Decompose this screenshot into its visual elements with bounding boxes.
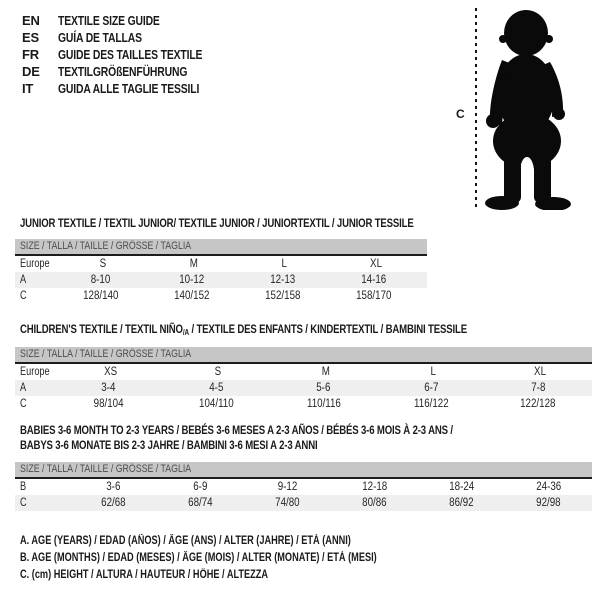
row-label: Europe [20, 258, 50, 270]
size-value: XL [369, 258, 382, 270]
height-measure-label: C [456, 107, 465, 121]
language-list [22, 12, 238, 97]
junior-size-table [15, 239, 427, 304]
table-row-height [15, 495, 592, 511]
language-label: TEXTILGRÖßENFÜHRUNG [58, 64, 188, 79]
table-row-europe [15, 256, 427, 272]
row-label: C [20, 398, 27, 410]
junior-table-title: JUNIOR TEXTILE / TEXTIL JUNIOR/ TEXTILE JUNIOR / JUNIORTEXTIL / JUNIOR TESSILE [20, 216, 414, 230]
height-value: 122/128 [520, 398, 556, 410]
size-value: S [99, 258, 106, 270]
height-value: 104/110 [198, 398, 234, 410]
language-row-it [22, 80, 238, 97]
table-row-age [15, 380, 592, 396]
children-size-table [15, 347, 592, 412]
language-row-es [22, 29, 238, 46]
age-value: 4-5 [209, 382, 224, 394]
size-value: S [214, 366, 222, 378]
table-row-europe [15, 364, 592, 380]
babies-size-table [15, 462, 592, 511]
children-table-title: CHILDREN'S TEXTILE / TEXTIL NIÑO/A / TEXTILE DES ENFANTS / KINDERTEXTIL / BAMBINI TESSILE [20, 322, 467, 337]
language-label: TEXTILE SIZE GUIDE [58, 13, 160, 28]
row-label: B [20, 481, 27, 493]
height-value: 74/80 [275, 497, 300, 509]
height-measure-dotted-line [475, 8, 477, 210]
size-header-bar: SIZE / TALLA / TAILLE / GRÖSSE / TAGLIA [15, 462, 592, 479]
size-value: XL [534, 366, 547, 378]
age-value: 14-16 [360, 274, 386, 286]
language-code: FR [22, 47, 39, 62]
age-value: 12-13 [269, 274, 295, 286]
footnote-c: C. (cm) HEIGHT / ALTURA / HAUTEUR / HÖHE / ALTEZZA [20, 569, 269, 581]
age-value: 9-12 [277, 481, 298, 493]
age-value: 3-6 [106, 481, 121, 493]
footnote-a: A. AGE (YEARS) / EDAD (AÑOS) / ÂGE (ANS) / ALTER (JAHRE) / ETÀ (ANNI) [20, 535, 351, 547]
age-value: 24-36 [535, 481, 561, 493]
height-value: 128/140 [82, 290, 119, 302]
language-label: GUIDA ALLE TAGLIE TESSILI [58, 81, 200, 96]
baby-silhouette-icon [482, 8, 582, 210]
row-label: C [20, 497, 27, 509]
language-label: GUÍA DE TALLAS [58, 30, 142, 45]
row-label: A [20, 382, 27, 394]
height-value: 140/152 [173, 290, 210, 302]
language-code: ES [22, 30, 39, 45]
language-code: EN [22, 13, 40, 28]
age-value: 8-10 [90, 274, 111, 286]
table-row-height [15, 288, 427, 304]
size-value: L [281, 258, 288, 270]
row-label: Europe [20, 366, 50, 378]
height-value: 92/98 [536, 497, 561, 509]
age-value: 7-8 [531, 382, 546, 394]
language-code: IT [22, 81, 34, 96]
size-value: XS [104, 366, 118, 378]
size-value: M [321, 366, 330, 378]
babies-table-title-line1: BABIES 3-6 MONTH TO 2-3 YEARS / BEBÉS 3-6 MESES A 2-3 AÑOS / BÉBÉS 3-6 MOIS À 2-3 ANS / [20, 423, 453, 437]
age-value: 5-6 [316, 382, 331, 394]
language-row-de [22, 63, 238, 80]
language-code: DE [22, 64, 40, 79]
height-value: 86/92 [449, 497, 474, 509]
height-value: 98/104 [93, 398, 124, 410]
age-value: 6-7 [423, 382, 438, 394]
age-value: 3-4 [101, 382, 116, 394]
language-row-en [22, 12, 238, 29]
row-label: C [20, 290, 27, 302]
size-header-bar: SIZE / TALLA / TAILLE / GRÖSSE / TAGLIA [15, 347, 592, 364]
language-label: GUIDE DES TAILLES TEXTILE [58, 47, 203, 62]
size-value: L [430, 366, 436, 378]
height-value: 152/158 [264, 290, 301, 302]
table-row-age [15, 272, 427, 288]
table-row-age-months [15, 479, 592, 495]
height-value: 116/122 [413, 398, 449, 410]
babies-table-title-line2: BABYS 3-6 MONATE BIS 2-3 JAHRE / BAMBINI 3-6 MESI A 2-3 ANNI [20, 438, 318, 452]
footnote-b: B. AGE (MONTHS) / EDAD (MESES) / ÂGE (MOIS) / ALTER (MONATE) / ETÀ (MESI) [20, 552, 377, 564]
size-header-bar: SIZE / TALLA / TAILLE / GRÖSSE / TAGLIA [15, 239, 427, 256]
table-row-height [15, 396, 592, 412]
size-value: M [189, 258, 198, 270]
row-label: A [20, 274, 27, 286]
height-value: 80/86 [362, 497, 387, 509]
age-value: 6-9 [193, 481, 208, 493]
age-value: 10-12 [178, 274, 204, 286]
height-value: 68/74 [188, 497, 213, 509]
height-value: 110/116 [306, 398, 341, 410]
height-value: 158/170 [355, 290, 392, 302]
subscript-text: /A [182, 328, 189, 337]
age-value: 18-24 [448, 481, 474, 493]
language-row-fr [22, 46, 238, 63]
age-value: 12-18 [361, 481, 387, 493]
height-value: 62/68 [101, 497, 126, 509]
